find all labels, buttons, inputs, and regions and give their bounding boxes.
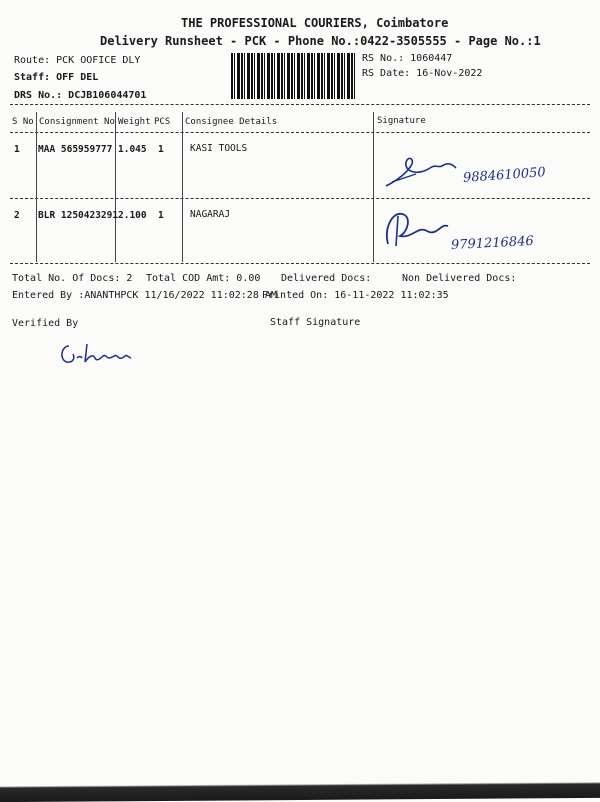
col-header-pcs: PCS bbox=[154, 117, 171, 127]
table-row-consignee: NAGARAJ bbox=[190, 209, 231, 220]
table-row-sno: 1 bbox=[14, 144, 20, 155]
rs-date: RS Date: 16-Nov-2022 bbox=[362, 68, 483, 79]
drs-number: DRS No.: DCJB106044701 bbox=[14, 90, 147, 101]
non-delivered-docs: Non Delivered Docs: bbox=[402, 273, 517, 284]
barcode-image bbox=[231, 53, 357, 99]
delivered-docs: Delivered Docs: bbox=[281, 273, 372, 284]
company-title: THE PROFESSIONAL COURIERS, Coimbatore bbox=[181, 16, 449, 30]
table-row-consignee: KASI TOOLS bbox=[190, 143, 248, 154]
rs-number: RS No.: 1060447 bbox=[362, 53, 453, 64]
table-top-rule bbox=[10, 104, 590, 105]
entered-by: Entered By :ANANTHPCK 11/16/2022 11:02:28 AM bbox=[12, 290, 277, 301]
table-row-consignment: BLR 1250423291 bbox=[38, 210, 119, 221]
verified-by-label: Verified By bbox=[12, 318, 79, 329]
total-cod-amount: Total COD Amt: 0.00 bbox=[146, 273, 261, 284]
col-header-signature: Signature bbox=[377, 116, 426, 126]
handwritten-phone-2: 9791216846 bbox=[450, 233, 535, 254]
table-row-sno: 2 bbox=[14, 210, 20, 221]
table-header-rule bbox=[10, 132, 590, 133]
route-label: Route: PCK OOFICE DLY bbox=[14, 55, 141, 66]
table-row-pcs: 1 bbox=[158, 210, 164, 221]
staff-signature-label: Staff Signature bbox=[270, 317, 361, 328]
col-header-consignee: Consignee Details bbox=[185, 117, 278, 127]
scan-edge bbox=[0, 780, 600, 802]
col-header-sno: S No bbox=[12, 117, 34, 127]
column-divider bbox=[115, 112, 116, 262]
staff-label: Staff: OFF DEL bbox=[14, 72, 99, 83]
col-header-consignment: Consignment No bbox=[39, 117, 115, 127]
table-row-pcs: 1 bbox=[158, 144, 164, 155]
table-row-weight: 1.045 bbox=[118, 144, 147, 155]
row-divider bbox=[10, 198, 590, 199]
table-row-consignment: MAA 565959777 bbox=[38, 144, 113, 155]
handwritten-phone-1: 9884610050 bbox=[462, 165, 547, 186]
table-bottom-rule bbox=[10, 263, 590, 264]
verifier-signature bbox=[55, 338, 145, 368]
column-divider bbox=[373, 112, 374, 262]
column-divider bbox=[182, 112, 183, 262]
col-header-weight: Weight bbox=[118, 117, 151, 127]
column-divider bbox=[36, 112, 37, 262]
total-docs: Total No. Of Docs: 2 bbox=[12, 273, 133, 284]
printed-on: Printed On: 16-11-2022 11:02:35 bbox=[262, 290, 449, 301]
runsheet-subtitle: Delivery Runsheet - PCK - Phone No.:0422-3505555 - Page No.:1 bbox=[100, 34, 541, 48]
table-row-weight: 2.100 bbox=[118, 210, 147, 221]
